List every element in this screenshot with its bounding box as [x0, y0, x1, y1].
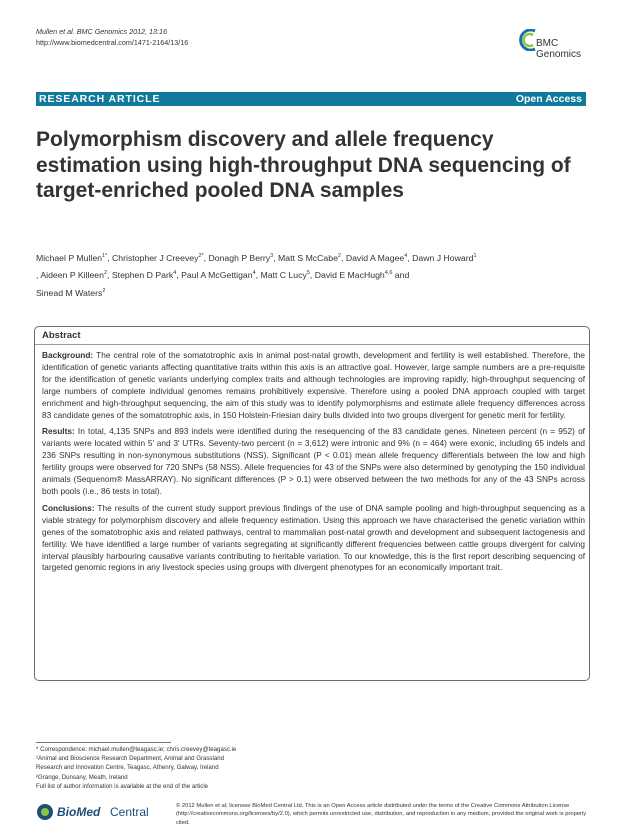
author-name[interactable]: Sinead M Waters	[36, 287, 103, 298]
abstract-box	[34, 326, 590, 681]
author-affiliation: 4,6	[384, 270, 393, 277]
author-name[interactable]: Michael P Mullen	[36, 252, 102, 263]
author-list: Michael P Mullen$^{1*}$, Christopher J Creevey$^{2*}$, Donagh P Berry$^3$, Matt S McCabe$^2$, David A Magee$^4$, Dawn J Howard$^1$ , Aideen P Killeen$^2$, Stephen D Park$^4$, Paul A McGettigan$^4$, Matt C Lucy$^5$, David E MacHugh$^{4,6}$ and Sinead M Waters$^2$	[36, 252, 477, 298]
author-affiliation: 1	[473, 253, 477, 259]
journal-citation: Mullen et al. BMC Genomics 2012, 13:16	[36, 27, 168, 36]
author-affiliation: 5	[306, 270, 310, 277]
header-meta	[36, 27, 188, 48]
affiliation-note: Research and Innovation Centre, Teagasc, Athenry, Galway, Ireland	[36, 764, 219, 772]
author-affiliation: 2*	[198, 253, 204, 259]
author-name[interactable]: David E MacHugh	[314, 270, 385, 281]
abstract-conclusions	[42, 503, 585, 574]
author-name[interactable]: Dawn J Howard	[412, 252, 474, 263]
results-label: Results:	[42, 426, 75, 437]
conclusions-text: The results of the current study support previous findings of the use of DNA sample pooling and high-throughput sequencing as a viable strategy for polymorphism discovery and allele frequency estimation. Using this approach we have characterised the genetic variation within genes of the somatotrophic axis and related pathways, central to mammalian post-natal growth and development and subsequent lactogenesis and fertility. We have identified a large number of variants segregating at significantly different frequencies between cattle groups divergent for calving interval plausibly harbouring causative variants contributing to heritable variation. To our knowledge, this is the first report describing sequencing of targeted genomic regions in any livestock species using groups with divergent phenotypes for an economically important trait.	[42, 502, 585, 573]
correspondence-note: * Correspondence: michael.mullen@teagasc.ie; chris.creevey@teagasc.ie	[36, 746, 237, 753]
author-name[interactable]: Christopher J Creevey	[112, 252, 199, 263]
publisher-name-rest: Central	[110, 805, 149, 819]
results-text: In total, 4,135 SNPs and 893 indels were identified during the resequencing of the 83 candidate genes. Nineteen percent (n = 952) of variants were located within 5' and 3' UTRs. Seventy-two percent (n = 3,612) were intronic and 9% (n = 464) were exonic, including 65 indels and 236 SNPs resulting in non-synonymous substitutions (NSS). Significant (P < 0.01) mean allele frequency differentials between the low and high fertility groups were observed for 720 SNPs (58 NSS). Allele frequencies for 43 of the SNPs were also determined by genotyping the 150 individual animals (Sequenom® MassARRAY). No significant differences (P > 0.1) were observed between the two methods for any of the 43 SNPs across both pools (i.e., 86 tests in total).	[42, 426, 585, 496]
author-affiliation: 3	[270, 253, 274, 259]
author-name[interactable]: Paul A McGettigan	[181, 270, 253, 281]
footnotes	[36, 745, 306, 791]
background-text: The central role of the somatotrophic axis in animal post-natal growth, development and fertility is well established. Therefore, the identification of genetic variants affecting quantitative traits within this axis is an attractive goal. However, large sample numbers are a pre-requisite for the identification of genetic variants underlying complex traits and although technologies are improving rapidly, high-throughput sequencing of large numbers of complete individual genomes remains prohibitively expensive. Therefore using a pooled DNA approach coupled with target enrichment and high-throughput sequencing, the aim of this study was to identify polymorphisms and estimate allele frequency differences across 83 candidate genes of the somatotrophic axis, in 150 Holstein-Friesian dairy bulls divided into two groups divergent for genetic merit for fertility.	[42, 350, 585, 420]
abstract-body	[42, 350, 585, 579]
author-name[interactable]: Donagh P Berry	[208, 252, 271, 263]
author-affiliation: 4	[404, 253, 408, 259]
author-name[interactable]: Matt S McCabe	[278, 252, 338, 263]
author-affiliation: 4	[173, 270, 177, 277]
logo-line-1: BMC	[536, 38, 559, 49]
article-url[interactable]: http://www.biomedcentral.com/1471-2164/13/16	[36, 37, 189, 47]
author-affiliation: 2	[337, 253, 341, 259]
abstract-heading: Abstract	[35, 327, 589, 345]
background-label: Background:	[42, 350, 94, 360]
author-name[interactable]: David A Magee	[345, 252, 405, 263]
author-name[interactable]: Aideen P Killeen	[40, 270, 104, 281]
author-affiliation: 2	[103, 270, 108, 277]
author-affiliation: 4	[252, 270, 256, 277]
author-info-note: Full list of author information is available at the end of the article	[36, 782, 209, 790]
article-title: Polymorphism discovery and allele frequency estimation using high-throughput DNA sequencing of target-enriched pooled DNA samples	[36, 128, 571, 202]
affiliation-note: ²Grange, Dunsany, Meath, Ireland	[36, 773, 128, 781]
author-name[interactable]: Stephen D Park	[111, 270, 174, 281]
biomed-central-logo	[36, 803, 166, 821]
article-type-label: RESEARCH ARTICLE	[39, 93, 161, 105]
abstract-results	[42, 426, 585, 497]
bmc-genomics-logo	[519, 29, 599, 74]
affiliation-note: ¹Animal and Bioscience Research Department, Animal and Grassland	[36, 755, 224, 763]
author-affiliation: 2	[102, 287, 106, 294]
footnote-divider	[36, 742, 171, 743]
license-text: © 2012 Mullen et al; licensee BioMed Central Ltd. This is an Open Access article distributed under the terms of the Creative Commons Attribution License (http://creativecommons.org/licenses/by/2.0), which permits unrestricted use, distribution, and reproduction in any medium, provided the original work is properly cited.	[176, 803, 587, 826]
publisher-name-bold: BioMed	[57, 805, 101, 819]
conclusions-label: Conclusions:	[42, 502, 95, 513]
author-name[interactable]: Matt C Lucy	[260, 270, 307, 281]
abstract-background	[42, 350, 585, 421]
biomed-central-icon	[36, 803, 54, 821]
open-access-label: Open Access	[515, 93, 582, 105]
author-affiliation: 1*	[102, 253, 108, 259]
article-type-bar	[36, 92, 586, 106]
logo-line-2: Genomics	[536, 49, 582, 60]
